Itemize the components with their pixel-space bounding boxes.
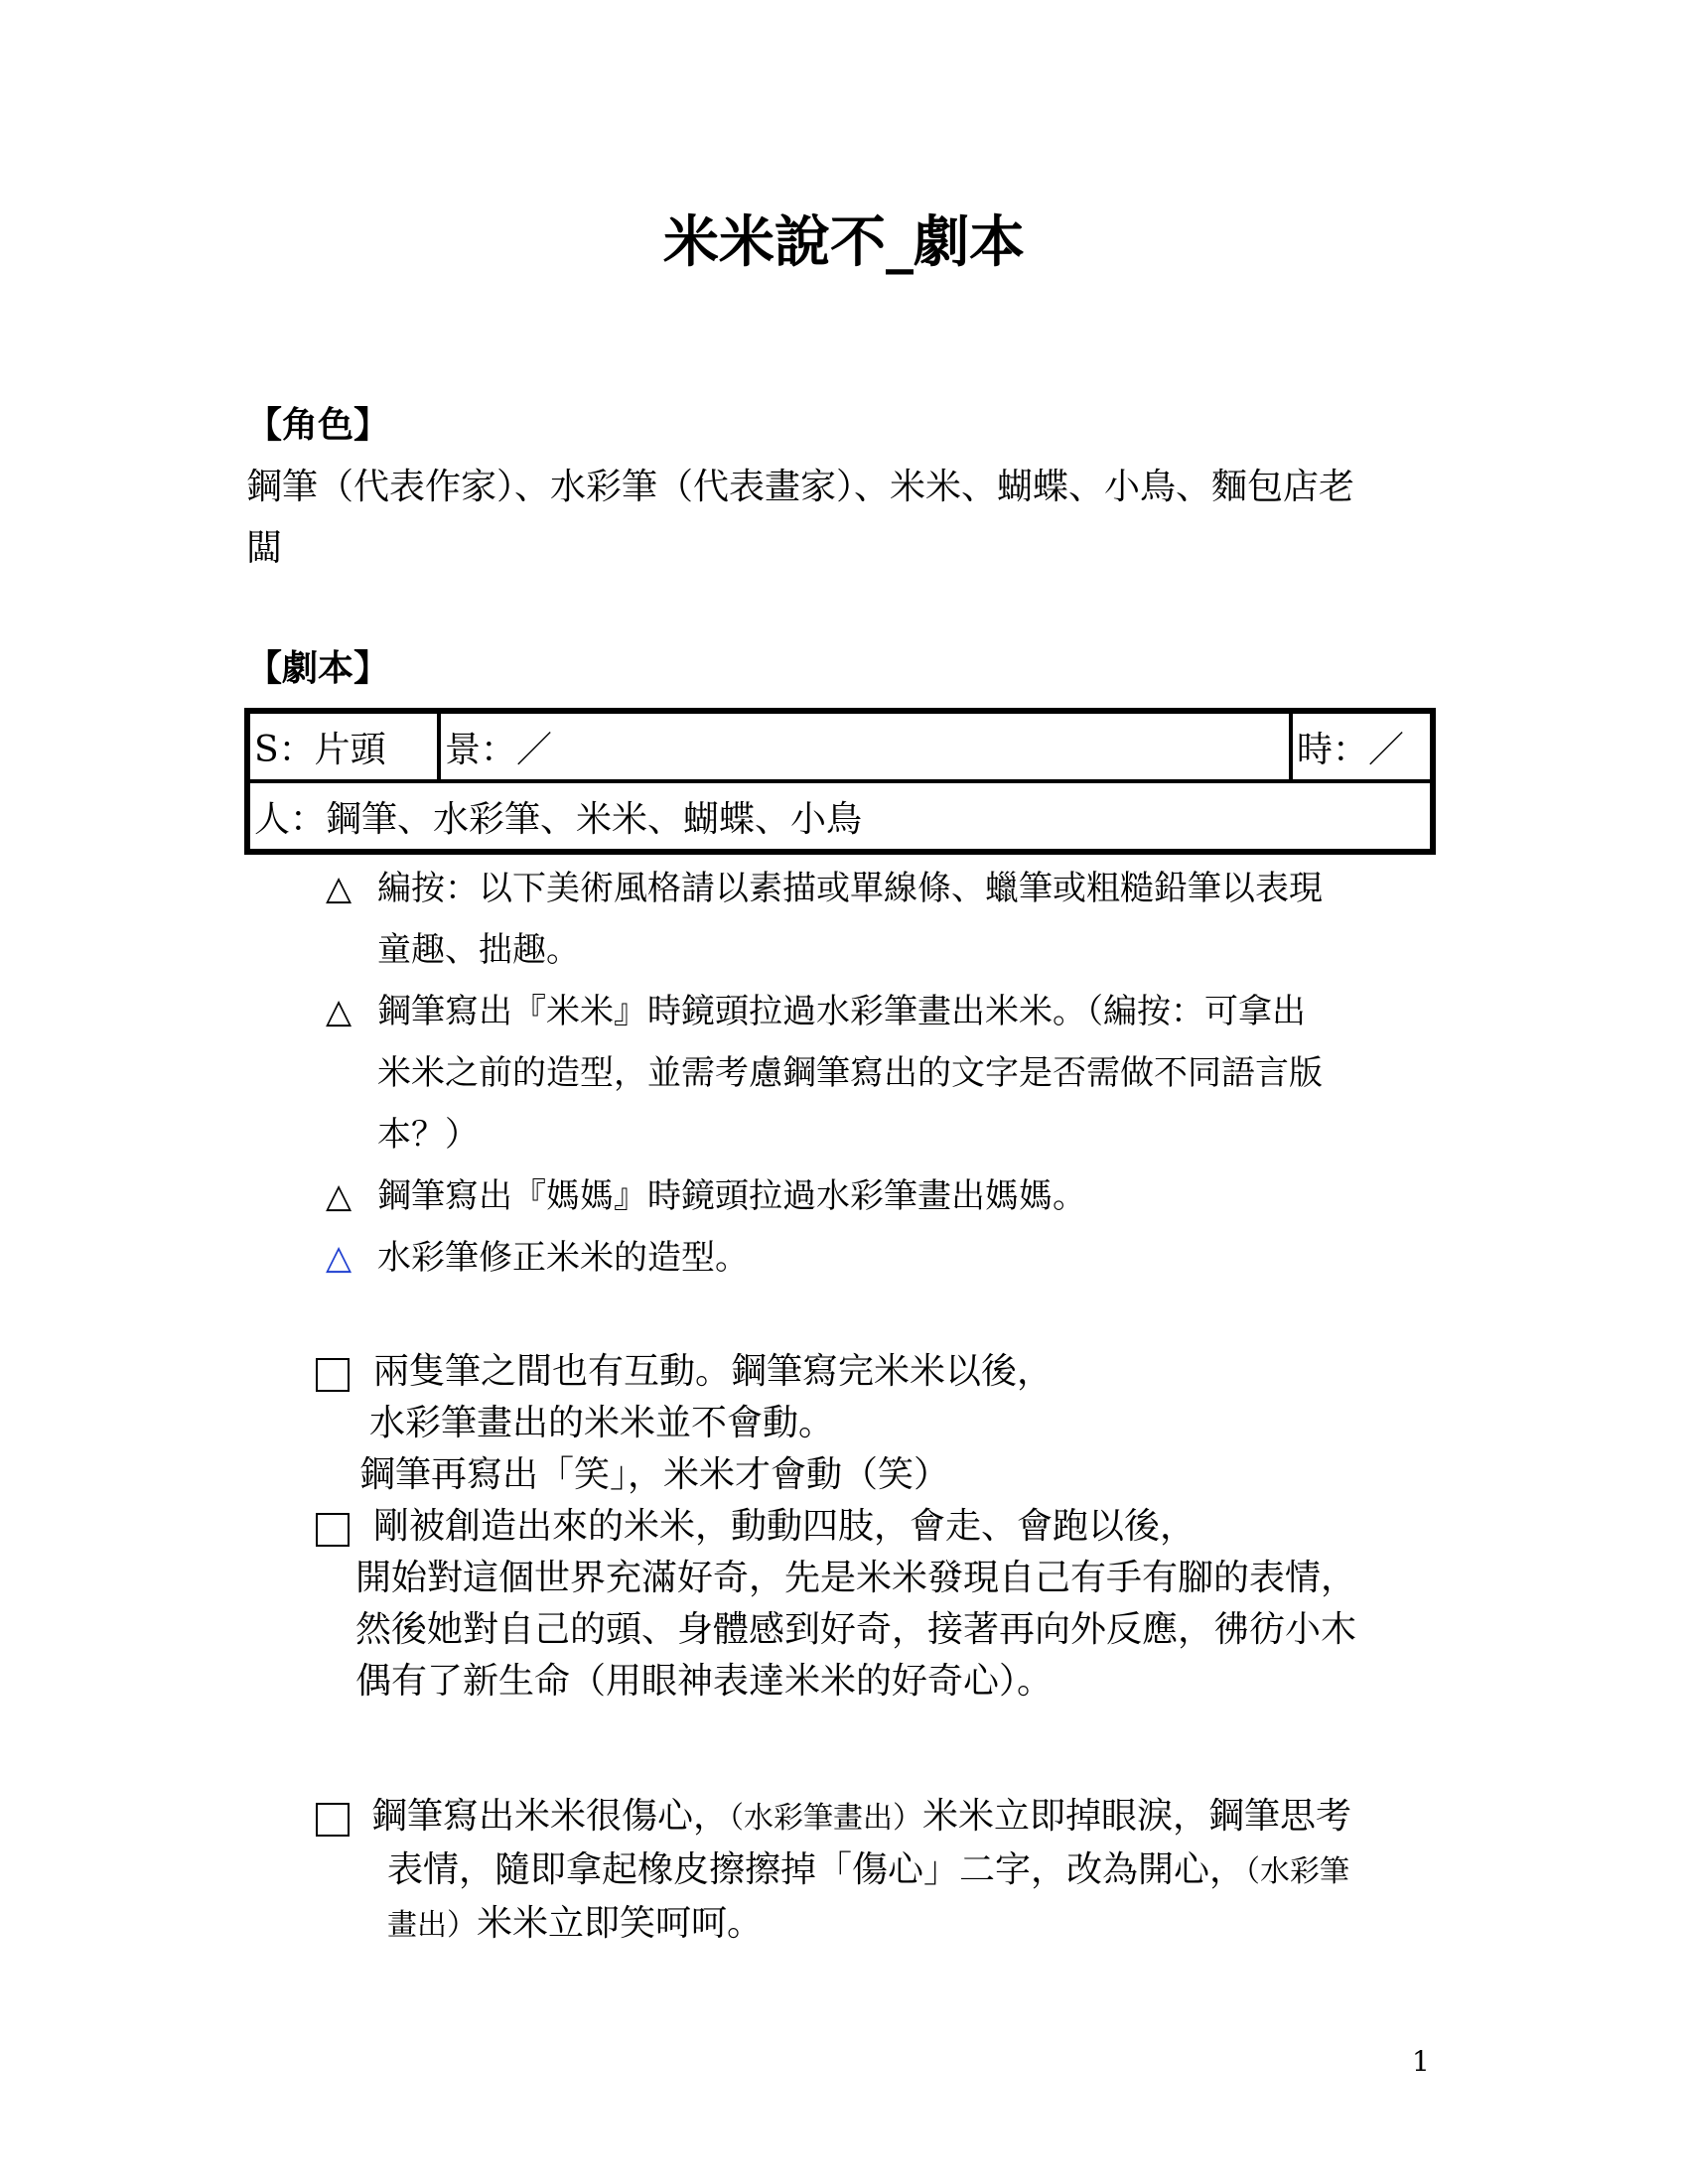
note-line: 鋼筆寫出『媽媽』時鏡頭拉過水彩筆畫出媽媽。	[377, 1176, 1086, 1216]
notes-list	[326, 858, 1438, 1289]
action-line	[316, 1898, 1438, 1952]
note-item	[326, 1165, 1438, 1227]
roles-line: 鋼筆（代表作家）、水彩筆（代表畫家）、米米、蝴蝶、小鳥、麵包店老	[246, 467, 1355, 507]
script-heading: 【劇本】	[246, 648, 390, 689]
action-aside: 畫出）	[387, 1908, 477, 1943]
action-line: 開始對這個世界充滿好奇，先是米米發現自己有手有腳的表情，	[355, 1558, 1357, 1598]
action-line	[316, 1844, 1438, 1898]
triangle-icon: △	[326, 869, 352, 908]
scene-location: 景：／	[439, 711, 1291, 781]
triangle-icon: △	[326, 1176, 352, 1216]
action-aside: （水彩筆畫出）	[729, 1801, 923, 1836]
action-item	[316, 1501, 1438, 1707]
note-line: 米米之前的造型，並需考慮鋼筆寫出的文字是否需做不同語言版	[377, 1053, 1323, 1093]
checkbox-icon	[316, 1803, 350, 1837]
scene-table	[244, 708, 1436, 855]
note-line: 本？）	[377, 1115, 479, 1155]
triangle-icon: △	[326, 992, 352, 1031]
action-text: 鋼筆寫出米米很傷心，	[371, 1796, 730, 1837]
action-line: 剛被創造出來的米米，動動四肢，會走、會跑以後，	[373, 1506, 1196, 1547]
action-line	[316, 1791, 1438, 1844]
checkbox-icon	[316, 1358, 350, 1392]
note-line: 編按：以下美術風格請以素描或單線條、蠟筆或粗糙鉛筆以表現	[377, 869, 1323, 908]
action-text: 米米立即掉眼淚，鋼筆思考	[922, 1796, 1352, 1837]
action-text: 表情，隨即拿起橡皮擦擦掉「傷心」二字，改為開心，	[387, 1849, 1246, 1890]
note-line: 鋼筆寫出『米米』時鏡頭拉過水彩筆畫出米米。（編按：可拿出	[377, 992, 1306, 1031]
action-line: 水彩筆畫出的米米並不會動。	[369, 1403, 835, 1443]
action-item	[316, 1791, 1438, 1952]
action-aside: （水彩筆	[1245, 1854, 1350, 1889]
action-item	[316, 1346, 1438, 1501]
action-line: 兩隻筆之間也有互動。鋼筆寫完米米以後，	[373, 1351, 1054, 1392]
roles-heading: 【角色】	[246, 405, 390, 446]
page-number: 1	[1412, 2045, 1430, 2078]
scene-time: 時：／	[1291, 711, 1433, 781]
note-item	[326, 1227, 1438, 1289]
checkbox-icon	[316, 1513, 350, 1547]
action-text: 米米立即笑呵呵。	[477, 1903, 764, 1944]
note-line: 童趣、拙趣。	[377, 930, 580, 970]
roles-line: 闆	[246, 528, 283, 569]
action-line: 鋼筆再寫出「笑」，米米才會動（笑）	[359, 1454, 950, 1495]
triangle-icon: △	[326, 1238, 352, 1278]
scene-number: S：片頭	[247, 711, 439, 781]
scene-characters: 人：鋼筆、水彩筆、米米、蝴蝶、小鳥	[247, 781, 1433, 852]
note-item	[326, 858, 1438, 981]
note-line: 水彩筆修正米米的造型。	[377, 1238, 749, 1278]
action-line: 然後她對自己的頭、身體感到好奇，接著再向外反應，彿彷小木	[355, 1609, 1357, 1650]
note-item	[326, 981, 1438, 1165]
page-title: 米米說不_劇本	[663, 210, 1025, 275]
action-line: 偶有了新生命（用眼神表達米米的好奇心）。	[355, 1661, 1054, 1702]
roles-text	[246, 457, 1438, 580]
